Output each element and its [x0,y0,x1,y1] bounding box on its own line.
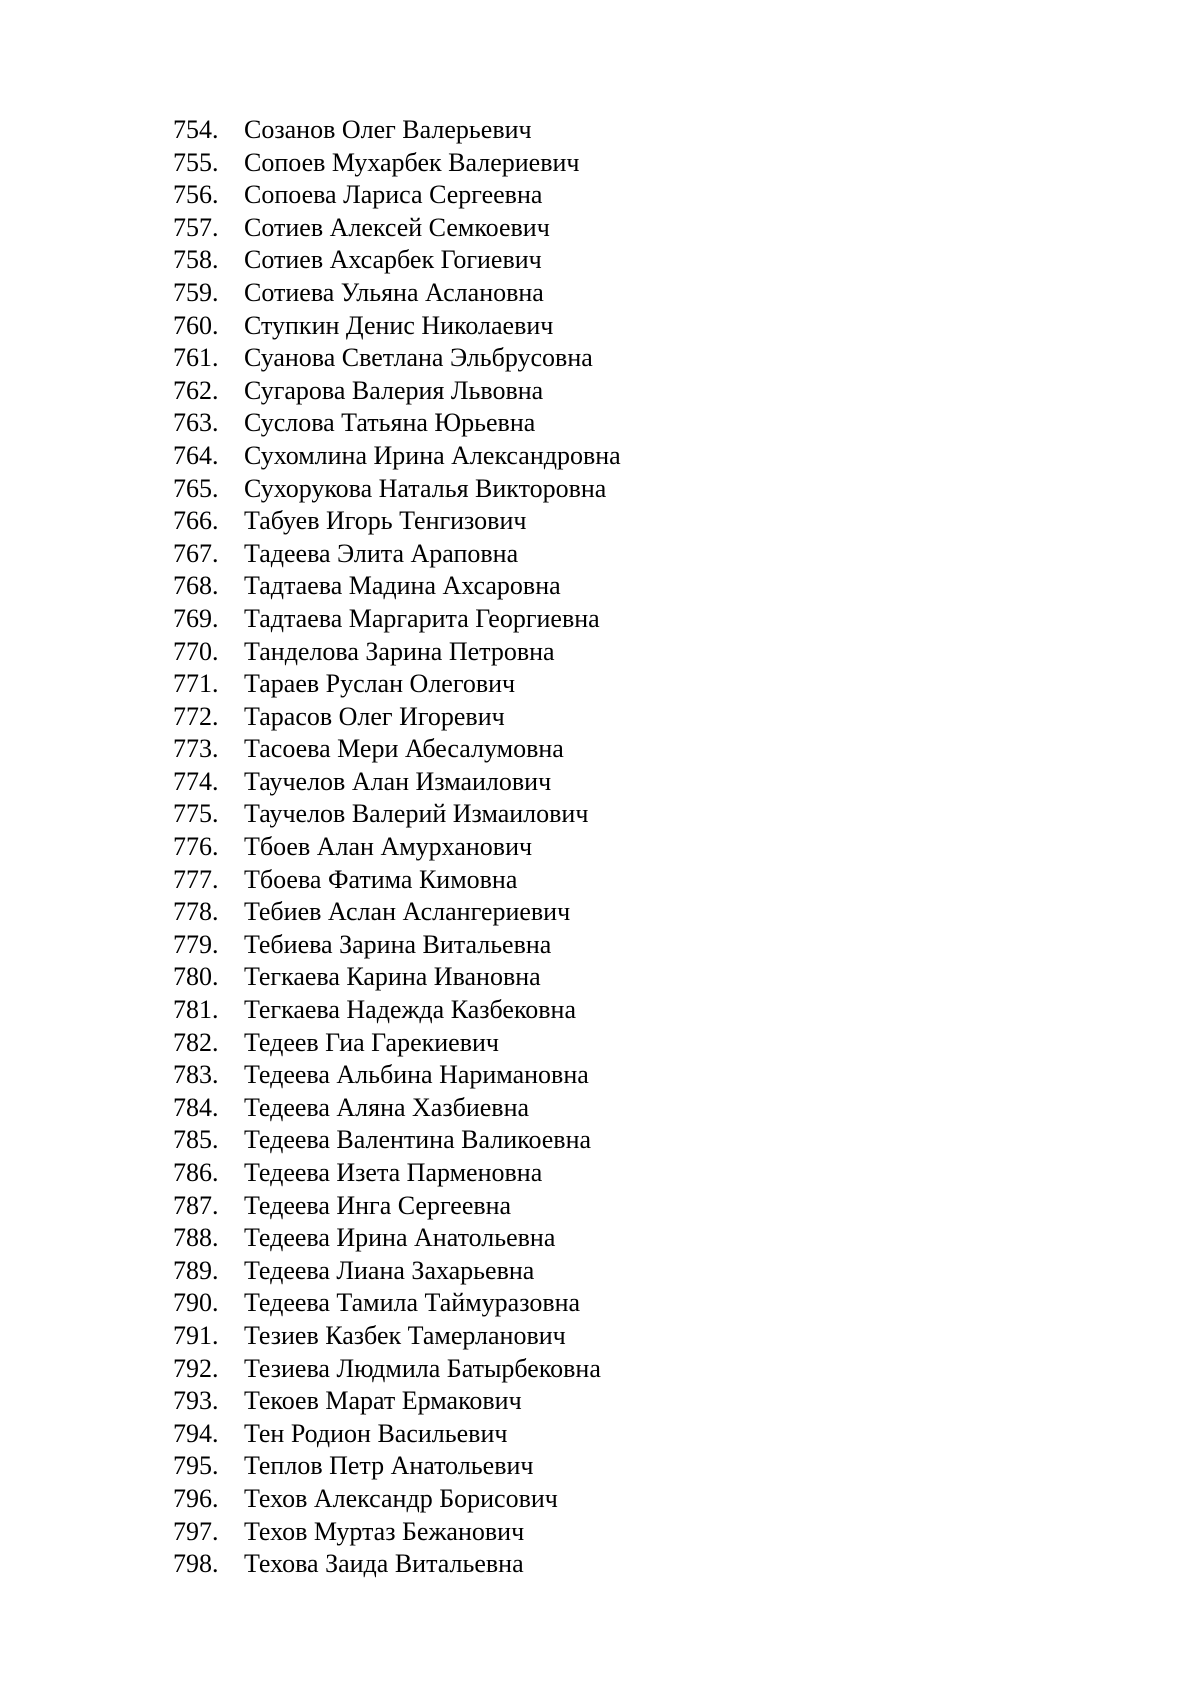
item-number: 797. [173,1516,219,1546]
item-name: Танделова Зарина Петровна [244,636,555,666]
item-number: 764. [173,440,219,470]
item-number: 796. [173,1483,219,1513]
item-name: Суслова Татьяна Юрьевна [244,408,536,438]
item-number: 755. [173,147,219,177]
item-name: Тедеева Валентина Валикоевна [244,1125,592,1155]
item-name: Тасоева Мери Абесалумовна [244,734,564,764]
item-name: Созанов Олег Валерьевич [244,115,532,144]
item-number: 776. [173,832,219,862]
item-number: 754. [173,115,219,144]
item-number: 798. [173,1549,219,1579]
item-number: 763. [173,408,219,438]
item-name: Тедеева Инга Сергеевна [244,1190,512,1220]
item-name: Сухомлина Ирина Александровна [244,440,621,470]
item-number: 777. [173,864,219,894]
item-number: 765. [173,473,219,503]
item-name: Суанова Светлана Эльбрусовна [244,343,593,373]
item-number: 783. [173,1060,219,1090]
item-name: Тегкаева Карина Ивановна [244,962,541,992]
item-number: 794. [173,1418,219,1448]
item-name: Техов Александр Борисович [244,1483,558,1513]
item-number: 770. [173,636,219,666]
item-number: 782. [173,1027,219,1057]
item-number: 756. [173,180,219,210]
item-number: 757. [173,212,219,242]
item-name: Тебиев Аслан Аслангериевич [244,897,571,927]
item-name: Тедеева Альбина Наримановна [244,1060,589,1090]
item-name: Сугарова Валерия Львовна [244,375,544,405]
item-number: 789. [173,1255,219,1285]
item-name: Тебиева Зарина Витальевна [244,929,552,959]
item-name: Ступкин Денис Николаевич [244,310,554,340]
item-name: Тен Родион Васильевич [244,1418,508,1448]
item-number: 762. [173,375,219,405]
item-name: Тедеева Лиана Захарьевна [244,1255,535,1285]
item-number: 792. [173,1353,219,1383]
item-number: 759. [173,277,219,307]
item-number: 772. [173,701,219,731]
item-name: Техов Муртаз Бежанович [244,1516,525,1546]
item-name: Тадтаева Мадина Ахсаровна [244,571,561,601]
item-name: Текоев Марат Ермакович [244,1386,522,1416]
item-name: Таучелов Валерий Измаилович [244,799,589,829]
item-name: Теплов Петр Анатольевич [244,1451,534,1481]
item-name: Сотиева Ульяна Аслановна [244,277,544,307]
item-number: 760. [173,310,219,340]
item-number: 779. [173,929,219,959]
item-number: 785. [173,1125,219,1155]
item-number: 771. [173,669,219,699]
item-name: Тедеев Гиа Гарекиевич [244,1027,499,1057]
item-number: 787. [173,1190,219,1220]
item-number: 773. [173,734,219,764]
item-name: Сопоев Мухарбек Валериевич [244,147,580,177]
item-name: Тезиев Казбек Тамерланович [244,1320,566,1350]
item-number: 767. [173,538,219,568]
item-name: Сопоева Лариса Сергеевна [244,180,543,210]
item-name: Тегкаева Надежда Казбековна [244,995,576,1025]
item-number: 781. [173,995,219,1025]
item-name: Сотиев Ахсарбек Гогиевич [244,245,542,275]
item-name: Тбоева Фатима Кимовна [244,864,518,894]
item-number: 784. [173,1092,219,1122]
item-name: Техова Заида Витальевна [244,1549,524,1579]
item-name: Тарасов Олег Игоревич [244,701,505,731]
item-name: Табуев Игорь Тенгизович [244,506,527,536]
item-number: 768. [173,571,219,601]
item-name: Сотиев Алексей Семкоевич [244,212,550,242]
item-number: 774. [173,766,219,796]
item-number: 786. [173,1158,219,1187]
item-number: 790. [173,1288,219,1318]
item-name: Тедеева Ирина Анатольевна [244,1223,556,1253]
item-number: 793. [173,1386,219,1416]
item-number: 775. [173,799,219,829]
item-name: Тбоев Алан Амурханович [244,832,533,862]
item-number: 766. [173,506,219,536]
item-name: Тедеева Изета Парменовна [244,1158,543,1187]
item-name: Тезиева Людмила Батырбековна [244,1353,601,1383]
item-name: Тадеева Элита Араповна [244,538,519,568]
item-name: Тедеева Аляна Хазбиевна [244,1092,530,1122]
item-number: 788. [173,1223,219,1253]
item-name: Таучелов Алан Измаилович [244,766,552,796]
item-number: 761. [173,343,219,373]
item-number: 780. [173,962,219,992]
item-name: Тедеева Тамила Таймуразовна [244,1288,581,1318]
item-name: Тадтаева Маргарита Георгиевна [244,603,600,633]
item-name: Тараев Руслан Олегович [244,669,516,699]
item-number: 769. [173,603,219,633]
item-name: Сухорукова Наталья Викторовна [244,473,607,503]
item-number: 791. [173,1320,219,1350]
item-number: 758. [173,245,219,275]
item-number: 778. [173,897,219,927]
item-number: 795. [173,1451,219,1481]
